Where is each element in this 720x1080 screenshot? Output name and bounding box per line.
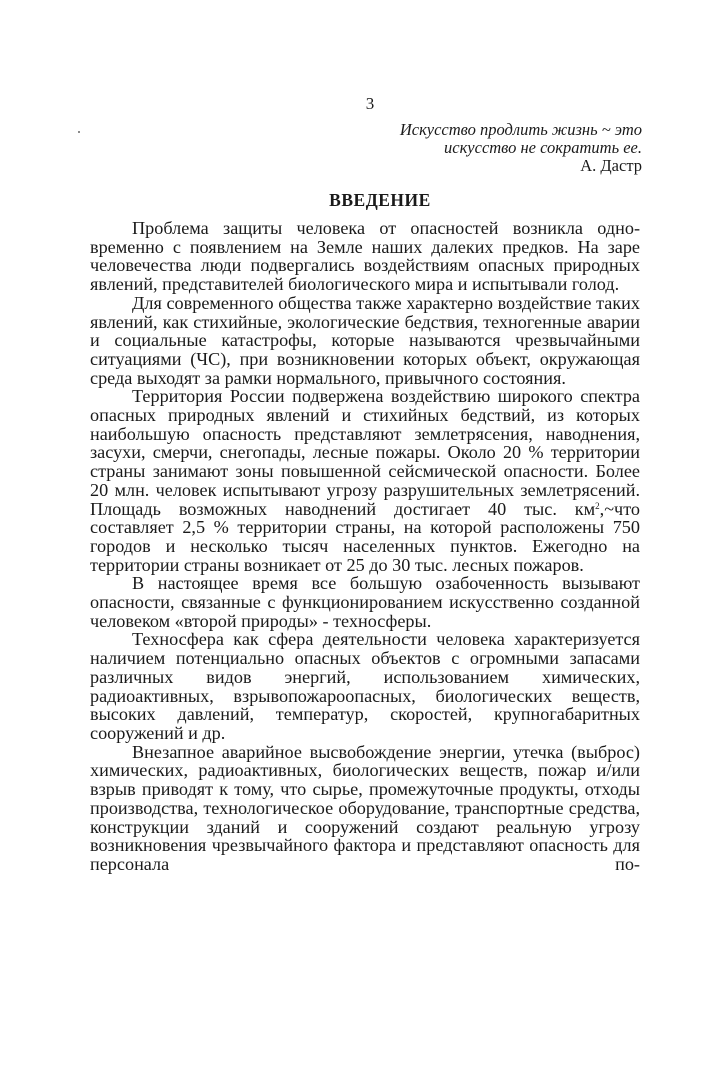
page-number: 3 bbox=[365, 94, 375, 113]
paragraph-2: Для современного общества также характерно воздействие таких явлений, как стихийные, экологические бедствия, техногенные аварии и социальные катастрофы, которые называются чрезвычайными ситуациями (ЧС), при возникновении которых объект, окружающая среда выходят за рамки нормального, привычного состояния. bbox=[90, 292, 640, 388]
epigraph-line-1: Искусство продлить жизнь ~ это bbox=[399, 120, 642, 139]
paragraph-1: Проблема защиты человека от опасностей возникла одновременно с появлением на Земле наших далеких предков. На заре человечества люди подвергались воздействиям опасных природных явлений, представителей биологического мира и испытывали голод. bbox=[90, 218, 640, 295]
paragraph-3 bbox=[90, 387, 640, 574]
paragraph-5: Техносфера как сфера деятельности человека характеризуется наличием потенциально опасных объектов с огромными запасами различных видов энергий, использованием химических, радиоактивных, взрывопожароопасных, биологических веществ, высоких давлений, температур, скоростей, крупногабаритных сооружений и др. bbox=[90, 629, 640, 743]
superscript-square: 2 bbox=[595, 500, 600, 511]
scan-speck bbox=[78, 131, 80, 133]
paragraph-6: Внезапное аварийное высвобождение энергии, утечка (выброс) химических, радиоактивных, биологических веществ, пожар и/или взрыв приводят к тому, что сырье, промежуточные продукты, отходы производства, технологическое оборудование, транспортные средства, конструкции зданий и сооружений создают реальную угрозу возникновения чрезвычайного фактора и представляют опасность для персонала по- bbox=[90, 741, 640, 874]
epigraph-author: А. Дастр bbox=[580, 156, 642, 175]
paragraph-3-part-2: ,~что составляет 2,5 % территории страны, на которой расположены 750 городов и несколько тысяч населенных пунктов. Ежегодно на территории страны возникает от 25 до 30 тыс. лесных пожаров. bbox=[90, 498, 640, 575]
paragraph-4: В настоящее время все большую озабоченность вызывают опасности, связанные с функционированием искусственно созданной человеком «второй природы» - техносферы. bbox=[90, 573, 640, 631]
epigraph bbox=[322, 121, 642, 175]
section-title: ВВЕДЕНИЕ bbox=[329, 190, 431, 210]
body-text bbox=[90, 219, 640, 874]
epigraph-line-2: искусство не сократить ее. bbox=[444, 138, 642, 157]
paragraph-3-part-1: Территория России подвержена воздействию широкого спектра опасных природных явлений и стихийных бедствий, из которых наибольшую опасность представляют землетрясения, наводнения, засухи, смерчи, снегопады, лесные пожары. Около 20 % территории страны занимают зоны повышенной сейсмической опасности. Более 20 млн. человек испытывают угрозу разрушительных землетрясений. Площадь возможных наводнений достигает 40 тыс. км bbox=[90, 386, 640, 519]
